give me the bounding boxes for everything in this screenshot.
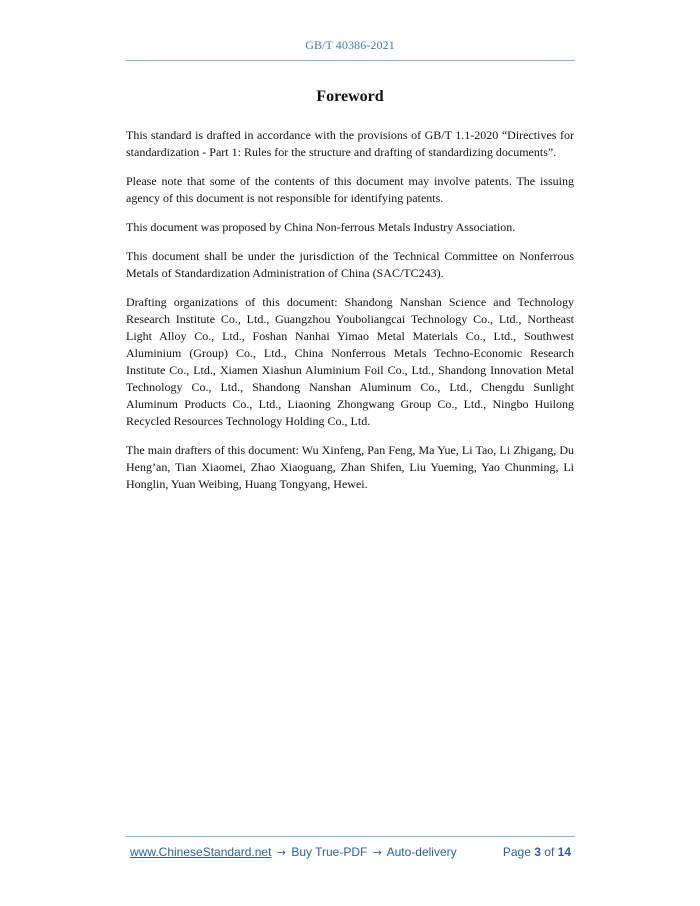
header-divider <box>125 60 575 61</box>
standard-code-header: GB/T 40386-2021 <box>305 38 395 52</box>
arrow-right-icon: → <box>372 846 382 859</box>
document-body <box>126 127 574 505</box>
page-counter <box>503 845 571 859</box>
page-current: 3 <box>534 845 541 859</box>
paragraph-proposer: This document was proposed by China Non-ferrous Metals Industry Association. <box>126 220 516 234</box>
page-label: Page <box>502 845 531 859</box>
page-footer <box>130 845 575 861</box>
paragraph-drafting-organizations: Drafting organizations of this document: Shandong Nanshan Science and Technology Research Institute Co., Ltd., Guangzhou Youboliangcai Technology Co., Ltd., Northeast Light Alloy Co., Ltd., Foshan Nanhai Yimao Metal Materials Co., Ltd., Southwest Aluminium (Group) Co., Ltd., China Nonferrous Metals Techno-Economic Research Institute Co., Ltd., Xiamen Xiashun Aluminium Foil Co., Ltd., Shandong Innovation Metal Technology Co., Ltd., Shandong Nanshan Aluminum Co., Ltd., Chengdu Sunlight Aluminum Products Co., Ltd., Liaoning Zhongwang Group Co., Ltd., Ningbo Huilong Recycled Resources Technology Holding Co., Ltd. <box>126 295 574 428</box>
paragraph-patents-notice: Please note that some of the contents of this document may involve patents. The issuing agency of this document is not responsible for identifying patents. <box>126 174 574 205</box>
paragraph-jurisdiction: This document shall be under the jurisdiction of the Technical Committee on Nonferrous Metals of Standardization Administration of China (SAC/TC243). <box>126 249 574 280</box>
auto-delivery-text: Auto-delivery <box>386 845 457 859</box>
arrow-right-icon: → <box>276 846 286 859</box>
site-link[interactable]: www.ChineseStandard.net <box>130 845 272 859</box>
page-total: 14 <box>557 845 571 859</box>
buy-true-pdf-text: Buy True-PDF <box>291 845 368 859</box>
paragraph-drafting-rules: This standard is drafted in accordance with the provisions of GB/T 1.1-2020 “Directives for standardization - Part 1: Rules for the structure and drafting of standardizing documents”. <box>126 128 574 159</box>
footer-promo <box>130 845 457 859</box>
page-of-label: of <box>544 845 555 859</box>
page-title: Foreword <box>316 88 384 105</box>
footer-divider <box>125 836 575 837</box>
paragraph-main-drafters: The main drafters of this document: Wu Xinfeng, Pan Feng, Ma Yue, Li Tao, Li Zhigang, Du Heng’an, Tian Xiaomei, Zhao Xiaoguang, Zhan Shifen, Liu Yueming, Yao Chunming, Li Honglin, Yuan Weibing, Huang Tongyang, Hewei. <box>126 443 574 491</box>
